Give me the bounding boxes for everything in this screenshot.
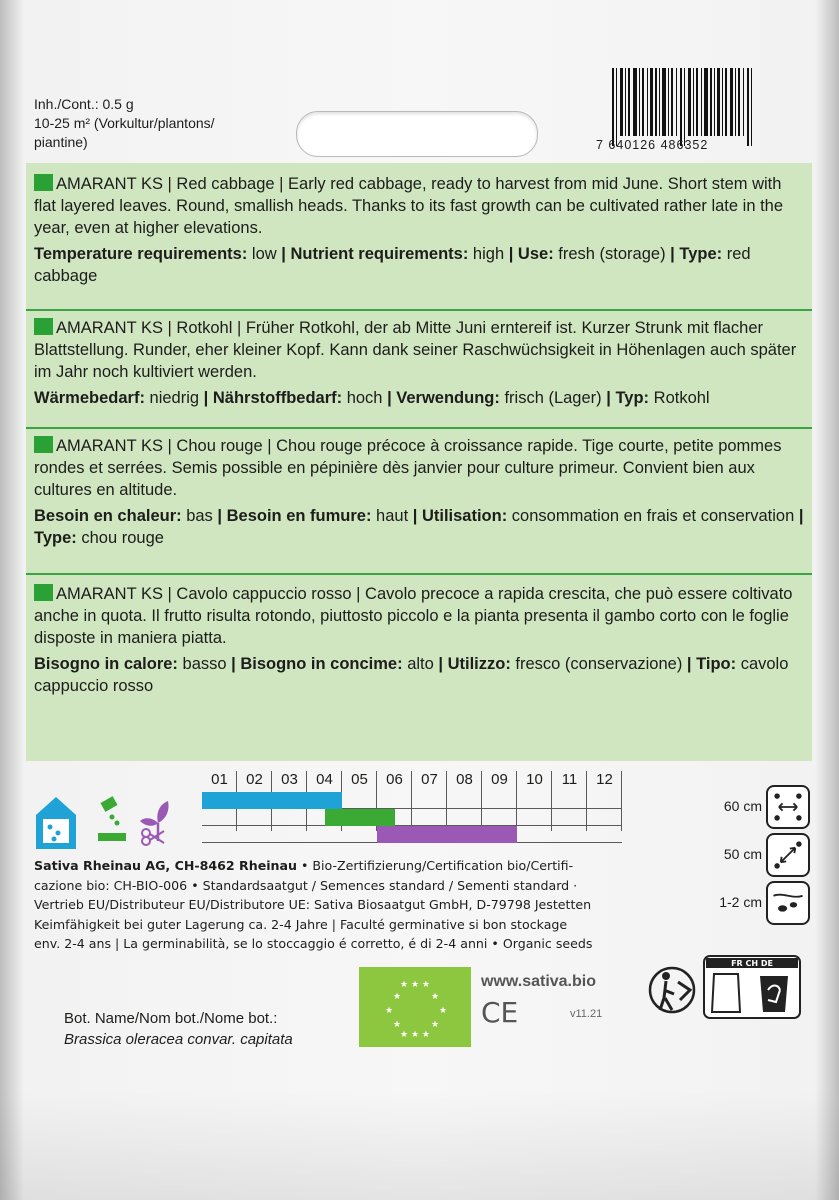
barcode-number: 7 640126 486352 <box>596 138 709 152</box>
svg-text:★ ★ ★: ★ ★ ★ <box>400 980 430 990</box>
greenhouse-sowing-icon <box>36 797 76 849</box>
contents-line: Inh./Cont.: 0.5 g <box>34 96 134 112</box>
section-description: AMARANT KS | Chou rouge | Chou rouge précoce à croissance rapide. Tige courte, petite pommes rondes et serrées. Semis possible en pépinière dès janvier pour culture primeur. Convient bien aux cultures en altitude. <box>34 437 782 499</box>
svg-text:★ ★ ★: ★ ★ ★ <box>400 1030 430 1040</box>
area-line-2: piantine) <box>34 134 88 150</box>
svg-text:★: ★ <box>439 1006 448 1016</box>
month-label: 01 <box>211 771 228 788</box>
green-square-icon <box>34 318 53 335</box>
section-en <box>34 173 804 287</box>
calendar-bar-harvest <box>377 826 517 843</box>
svg-text:★: ★ <box>431 1020 440 1030</box>
recycling-info-icon <box>648 954 808 1020</box>
green-square-icon <box>34 436 53 453</box>
ce-mark: CE <box>481 996 519 1029</box>
sowing-depth: 1-2 cm <box>700 881 815 927</box>
website-link[interactable]: www.sativa.bio <box>481 973 596 990</box>
section-de <box>34 317 804 409</box>
plant-spacing-icon <box>766 833 810 877</box>
section-fr <box>34 435 804 549</box>
month-label: 08 <box>456 771 473 788</box>
month-label: 06 <box>386 771 403 788</box>
month-label: 07 <box>421 771 438 788</box>
outdoor-sowing-icon <box>98 796 126 841</box>
row-spacing-icon <box>766 785 810 829</box>
section-properties: Wärmebedarf: niedrig | Nährstoffbedarf: hoch | Verwendung: frisch (Lager) | Typ: Rotkohl <box>34 389 710 407</box>
hang-hole <box>296 111 538 157</box>
calendar-row-sowing-indoor <box>202 792 622 809</box>
calendar-bar-sowing-indoor <box>202 792 342 809</box>
calendar-row-line <box>202 809 622 826</box>
section-properties: Besoin en chaleur: bas | Besoin en fumure: haut | Utilisation: consommation en frais et conservation | Type: chou rouge <box>34 507 804 547</box>
version-label: v11.21 <box>570 1008 603 1020</box>
section-description: AMARANT KS | Cavolo cappuccio rosso | Cavolo precoce a rapida crescita, che può essere coltivato anche in quota. Il frutto risulta rotondo, piuttosto piccolo e la pianta presenta il gambo corto con le foglie disposte in maniera piatta. <box>34 585 793 647</box>
svg-text:★: ★ <box>431 992 440 1002</box>
section-divider <box>26 427 812 429</box>
green-square-icon <box>34 584 53 601</box>
harvest-icon <box>140 801 169 845</box>
description-panel <box>26 163 812 761</box>
section-description: AMARANT KS | Rotkohl | Früher Rotkohl, der ab Mitte Juni erntereif ist. Kurzer Strunk mit flacher Blattstellung. Runder, eher kleiner Kopf. Kann dank seiner Raschwüchsigkeit in Höhenlagen auch später im Jahr noch kultiviert werden. <box>34 319 797 381</box>
botanical-label: Bot. Name/Nom bot./Nome bot.: <box>64 1010 278 1027</box>
calendar-bar-sowing-outdoor <box>325 809 395 826</box>
calendar-row-sowing-outdoor <box>202 809 622 826</box>
section-properties: Temperature requirements: low | Nutrient requirements: high | Use: fresh (storage) | Type: red cabbage <box>34 245 751 285</box>
svg-text:★: ★ <box>393 992 402 1002</box>
month-label: 02 <box>246 771 263 788</box>
botanical-value: Brassica oleracea convar. capitata <box>64 1031 293 1048</box>
section-properties: Bisogno in calore: basso | Bisogno in concime: alto | Utilizzo: fresco (conservazione) | Tipo: cavolo cappuccio rosso <box>34 655 789 695</box>
eu-organic-logo-icon <box>359 967 471 1047</box>
sowing-depth-icon <box>766 881 810 925</box>
row-spacing: 60 cm <box>700 785 815 831</box>
month-label: 05 <box>351 771 368 788</box>
section-description: AMARANT KS | Red cabbage | Early red cabbage, ready to harvest from mid June. Short stem with flat layered leaves. Round, smallish heads. Thanks to its fast growth can be cultivated rather late in the year, even at higher elevations. <box>34 175 784 237</box>
section-divider <box>26 309 812 311</box>
month-label: 10 <box>526 771 543 788</box>
month-label: 11 <box>561 771 578 788</box>
contents-info <box>34 95 274 152</box>
area-line-1: 10-25 m² (Vorkultur/plantons/ <box>34 115 215 131</box>
svg-text:FR CH DE: FR CH DE <box>731 959 773 968</box>
triman-icon <box>650 968 694 1012</box>
month-label: 04 <box>316 771 333 788</box>
month-label: 09 <box>491 771 508 788</box>
company-name: Sativa Rheinau AG, CH-8462 Rheinau <box>34 858 297 873</box>
calendar-row-harvest <box>202 826 622 843</box>
svg-text:★: ★ <box>393 1020 402 1030</box>
svg-text:★: ★ <box>385 1006 394 1016</box>
section-it <box>34 583 804 697</box>
botanical-name <box>64 1008 293 1050</box>
month-label: 03 <box>281 771 298 788</box>
section-divider <box>26 573 812 575</box>
green-square-icon <box>34 174 53 191</box>
activity-icons <box>34 793 194 853</box>
sowing-calendar <box>202 771 622 831</box>
plant-spacing: 50 cm <box>700 833 815 879</box>
company-info: Sativa Rheinau AG, CH-8462 Rheinau • Bio-Zertifizierung/Certification bio/Certifi- cazione bio: CH-BIO-006 • Standardsaatgut / Semences standard / Sementi standard · Vertrieb EU/Distributeur EU/Distributore UE: Sativa Biosaatgut GmbH, D-79798 Jestetten Keimfähigkeit bei guter Lagerung ca. 2-4 Jahre | Faculté germinative si bon stockage env. 2-4 ans | La germinabilità, se lo stoccaggio é corretto, é di 2-4 anni • Organic seeds <box>34 858 593 951</box>
month-label: 12 <box>596 771 613 788</box>
